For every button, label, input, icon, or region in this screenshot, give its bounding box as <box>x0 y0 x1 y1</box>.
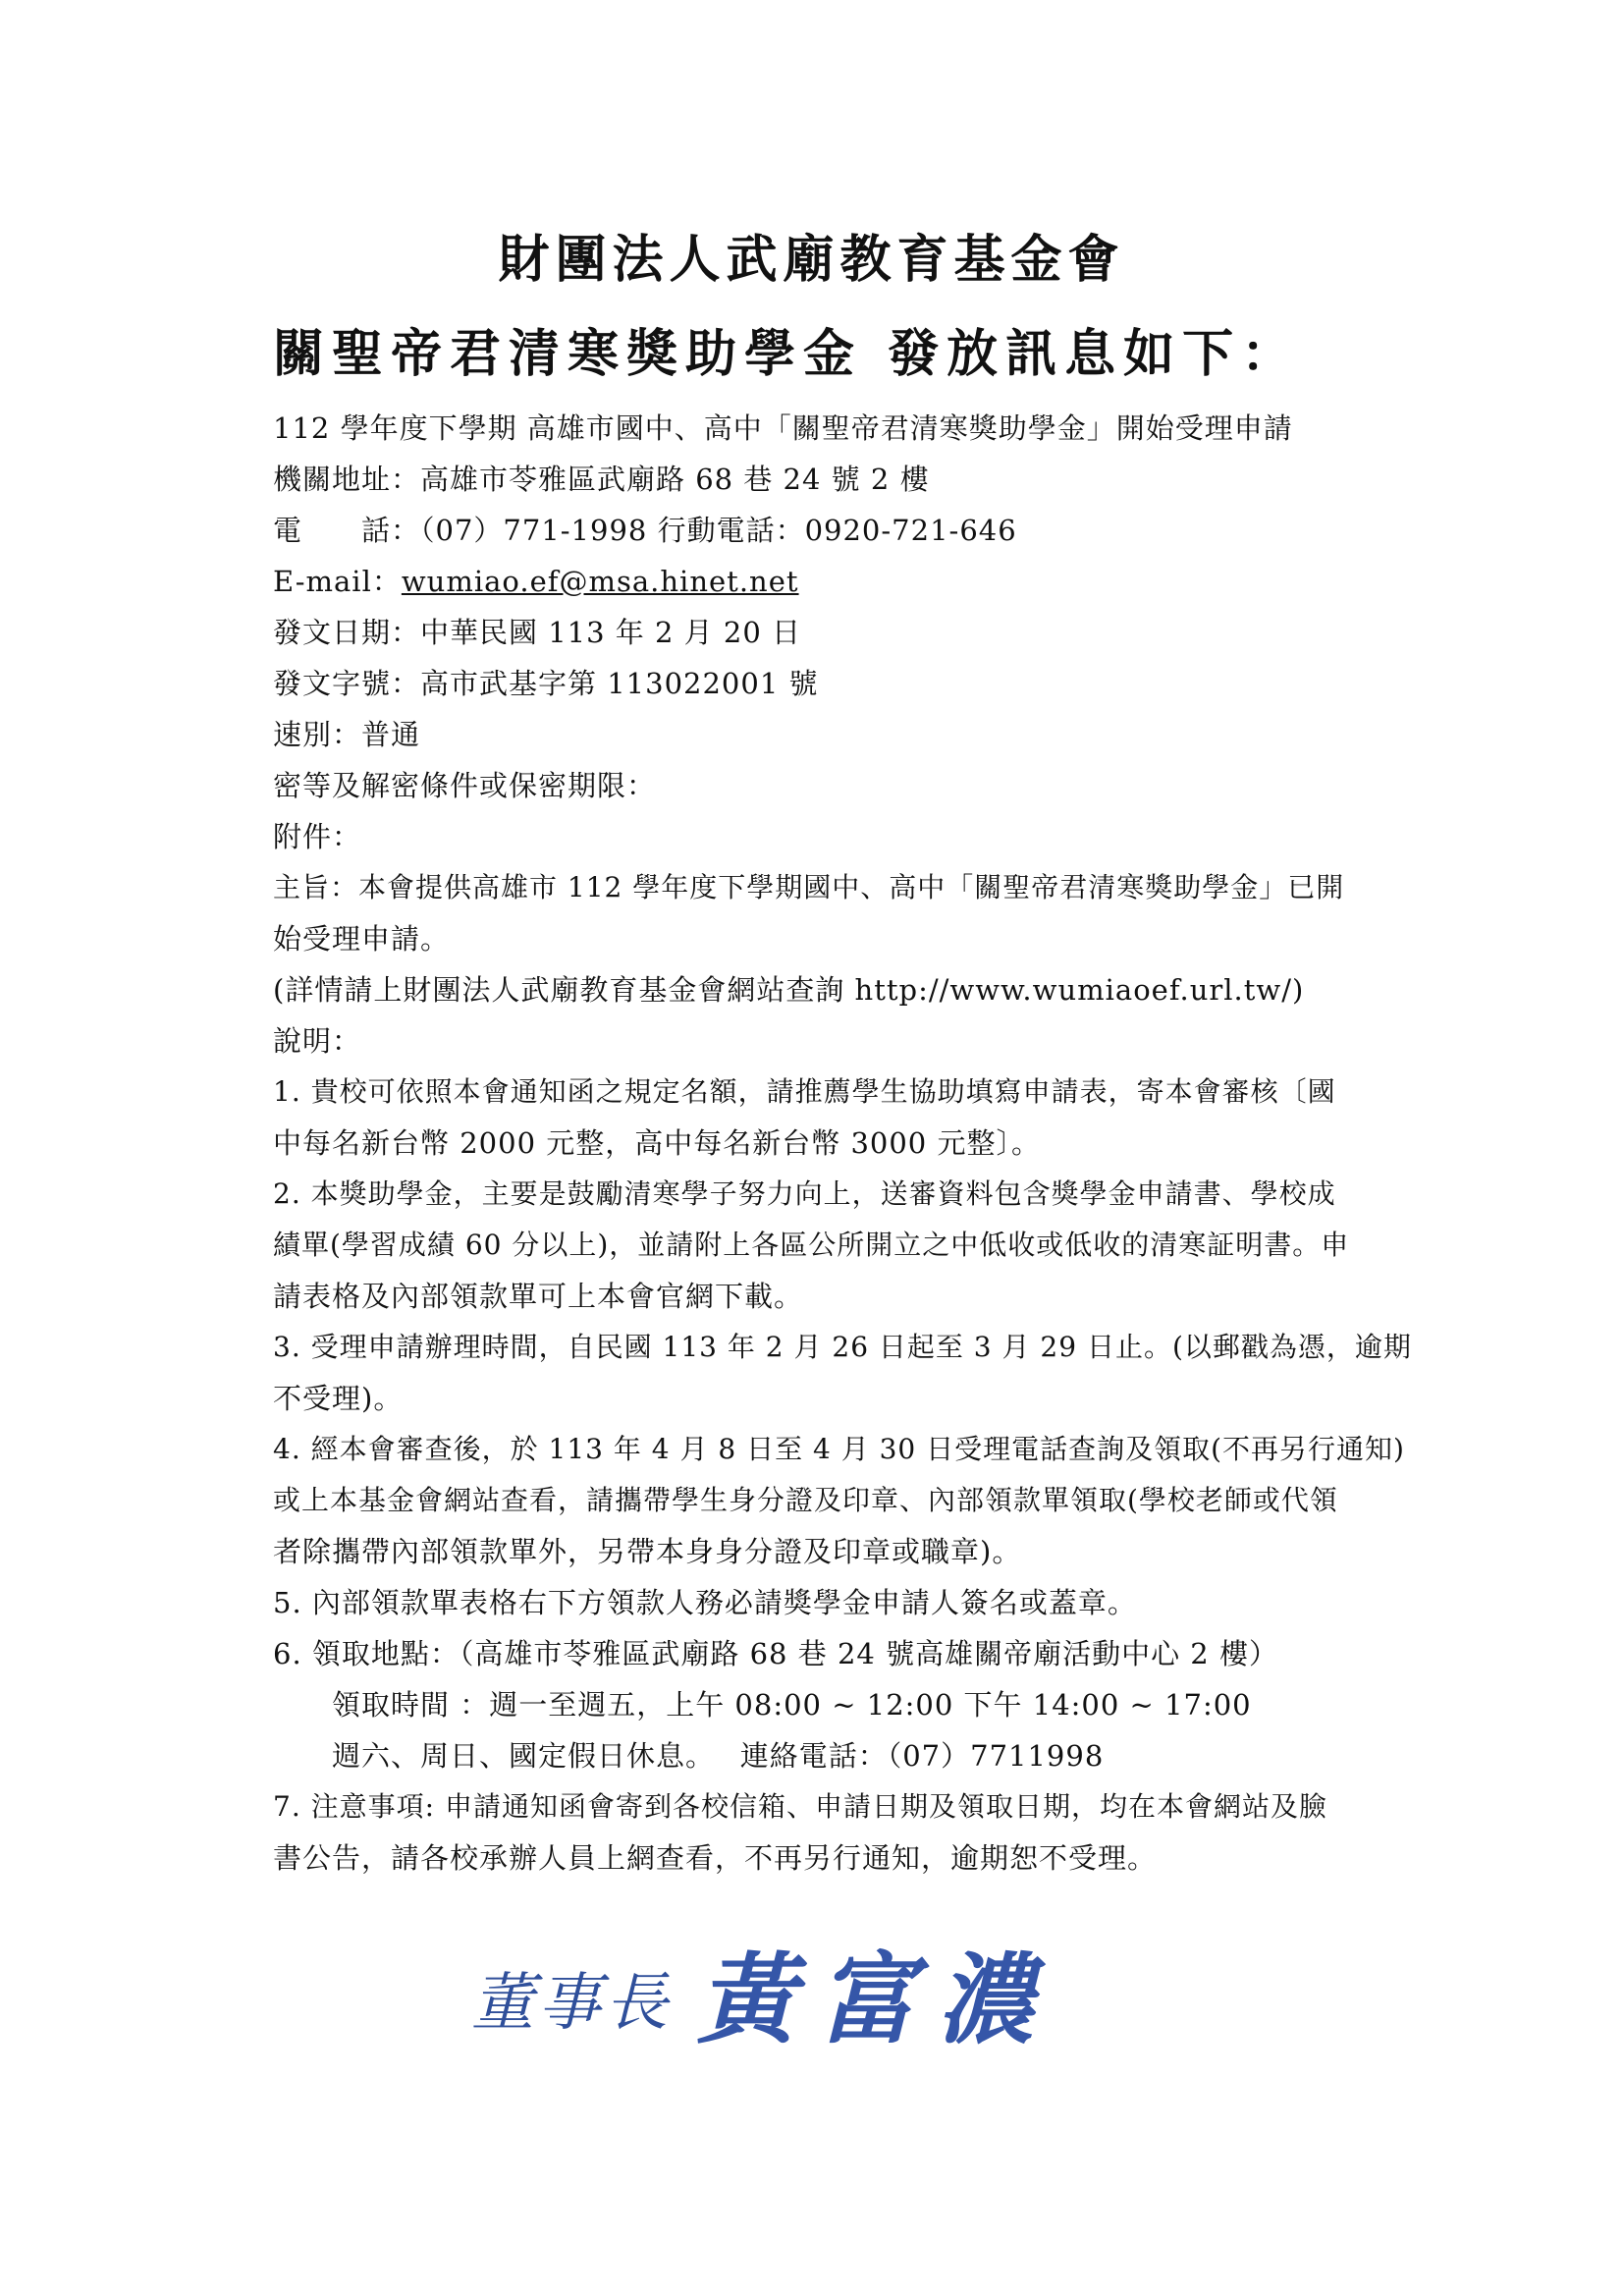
doc-number-line: 發文字號：高市武基字第 113022001 號 <box>273 667 819 700</box>
phone-line: 電 話：（07）771-1998 行動電話：0920-721-646 <box>273 514 1017 547</box>
explanation-line: 5. 內部領款單表格右下方領款人務必請獎學金申請人簽名或蓋章。 <box>273 1586 1137 1619</box>
email-label: E-mail： <box>273 565 402 598</box>
explanation-label: 說明： <box>273 1024 362 1058</box>
explanation-line: 4. 經本會審查後，於 113 年 4 月 8 日至 4 月 30 日受理電話查詢及領取(不再另行通知) <box>273 1433 1405 1465</box>
explanation-line: 6. 領取地點：（高雄市苓雅區武廟路 68 巷 24 號高雄關帝廟活動中心 2 樓） <box>273 1637 1278 1670</box>
signature-name: 黃富濃 <box>697 1941 1056 2057</box>
explanation-line: 或上本基金會網站查看，請攜帶學生身分證及印章、內部領款單領取(學校老師或代領 <box>273 1484 1338 1516</box>
explanation-line: 者除攜帶內部領款單外，另帶本身身分證及印章或職章)。 <box>273 1535 1022 1568</box>
explanation-line: 請表格及內部領款單可上本會官網下載。 <box>273 1280 804 1313</box>
secrecy-line: 密等及解密條件或保密期限： <box>273 769 657 802</box>
email-line <box>273 560 799 600</box>
attachment-line: 附件： <box>273 820 362 853</box>
explanation-line: 中每名新台幣 2000 元整，高中每名新台幣 3000 元整〕。 <box>273 1126 1041 1160</box>
organization-title: 財團法人武廟教育基金會 <box>498 230 1125 290</box>
address-line: 機關地址：高雄市苓雅區武廟路 68 巷 24 號 2 樓 <box>273 463 930 496</box>
intro-line: 112 學年度下學期 高雄市國中、高中「關聖帝君清寒獎助學金」開始受理申請 <box>273 411 1293 445</box>
explanation-line: 領取時間 ：週一至週五，上午 08:00 ~ 12:00 下午 14:00 ~ 17:00 <box>273 1688 1252 1722</box>
explanation-line: 書公告，請各校承辦人員上網查看，不再另行通知，逾期恕不受理。 <box>273 1841 1158 1875</box>
subject-line-3: (詳情請上財團法人武廟教育基金會網站查詢 http://www.wumiaoef.url.tw/) <box>273 973 1305 1007</box>
chairman-signature <box>471 1913 1178 2057</box>
headline: 關聖帝君清寒獎助學金 發放訊息如下： <box>273 324 1301 384</box>
explanation-line: 績單(學習成績 60 分以上)，並請附上各區公所開立之中低收或低收的清寒証明書。申 <box>273 1229 1350 1261</box>
explanation-line: 1. 貴校可依照本會通知函之規定名額，請推薦學生協助填寫申請表，寄本會審核〔國 <box>273 1075 1336 1108</box>
explanation-line: 7. 注意事項: 申請通知函會寄到各校信箱、申請日期及領取日期，均在本會網站及臉 <box>273 1790 1327 1823</box>
signature-title: 董事長 <box>471 1967 672 2040</box>
explanation-line: 不受理)。 <box>273 1382 404 1415</box>
subject-line-1: 主旨：本會提供高雄市 112 學年度下學期國中、高中「關聖帝君清寒獎助學金」已開 <box>273 871 1345 903</box>
explanation-line: 3. 受理申請辦理時間，自民國 113 年 2 月 26 日起至 3 月 29 日止。(以郵戳為憑，逾期 <box>273 1331 1412 1363</box>
speed-line: 速別：普通 <box>273 718 421 751</box>
email-link[interactable]: wumiao.ef@msa.hinet.net <box>401 565 799 598</box>
explanation-line: 2. 本獎助學金，主要是鼓勵清寒學子努力向上，送審資料包含獎學金申請書、學校成 <box>273 1177 1336 1210</box>
explanation-line: 週六、周日、國定假日休息。 連絡電話：（07）7711998 <box>273 1739 1105 1773</box>
subject-line-2: 始受理申請。 <box>273 922 451 956</box>
date-line: 發文日期：中華民國 113 年 2 月 20 日 <box>273 616 802 649</box>
